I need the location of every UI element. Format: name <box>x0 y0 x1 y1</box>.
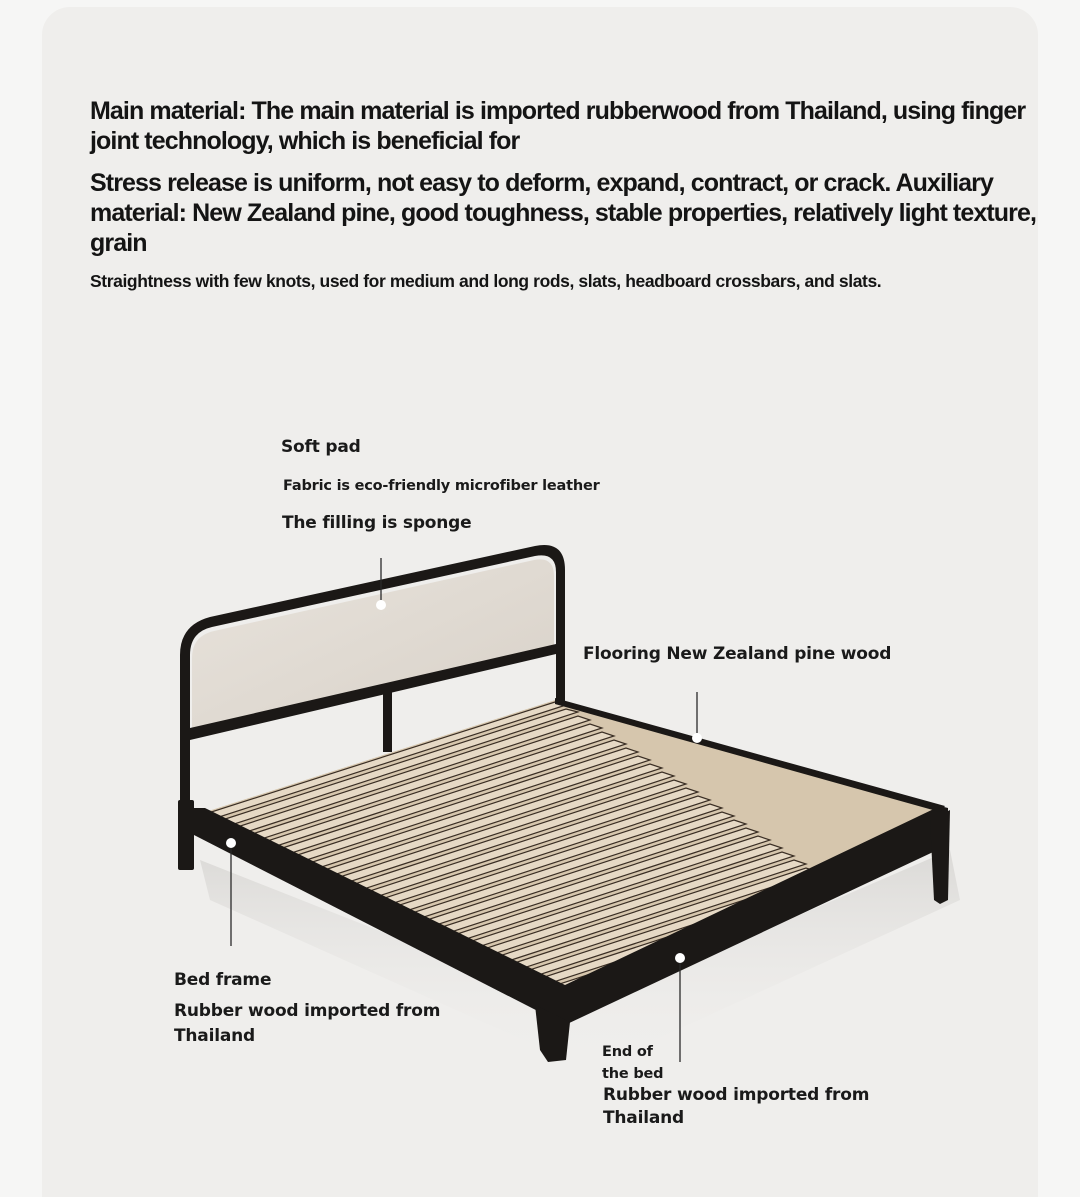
bed-end-material-line-1: Rubber wood imported from <box>603 1085 870 1105</box>
soft-pad-marker <box>376 600 386 610</box>
bed-frame-material-line-2: Thailand <box>174 1026 255 1046</box>
intro-paragraph-auxiliary-material: Stress release is uniform, not easy to deform, expand, contract, or crack. Auxiliary material: New Zealand pine, good toughness, stable properties, relatively light texture, grain <box>90 169 1037 257</box>
intro-paragraph-usage: Straightness with few knots, used for medium and long rods, slats, headboard crossbars, and slats. <box>90 271 882 291</box>
soft-pad-title: Soft pad <box>281 437 361 457</box>
bed-end-title-line-1: End of <box>602 1044 653 1060</box>
soft-pad-filling: The filling is sponge <box>282 513 472 533</box>
flooring-title: Flooring New Zealand pine wood <box>583 644 892 664</box>
bed-frame-marker <box>226 838 236 848</box>
bed-frame-title: Bed frame <box>174 970 272 990</box>
bed-frame-material-line-1: Rubber wood imported from <box>174 1001 441 1021</box>
intro-paragraph-main-material: Main material: The main material is imported rubberwood from Thailand, using finger joint technology, which is beneficial for <box>90 97 1026 155</box>
bed-end-title-line-2: the bed <box>602 1066 664 1082</box>
soft-pad-fabric: Fabric is eco-friendly microfiber leather <box>283 478 600 494</box>
bed-end-marker <box>675 953 685 963</box>
bed-end-material-line-2: Thailand <box>603 1108 684 1128</box>
flooring-marker <box>692 733 702 743</box>
